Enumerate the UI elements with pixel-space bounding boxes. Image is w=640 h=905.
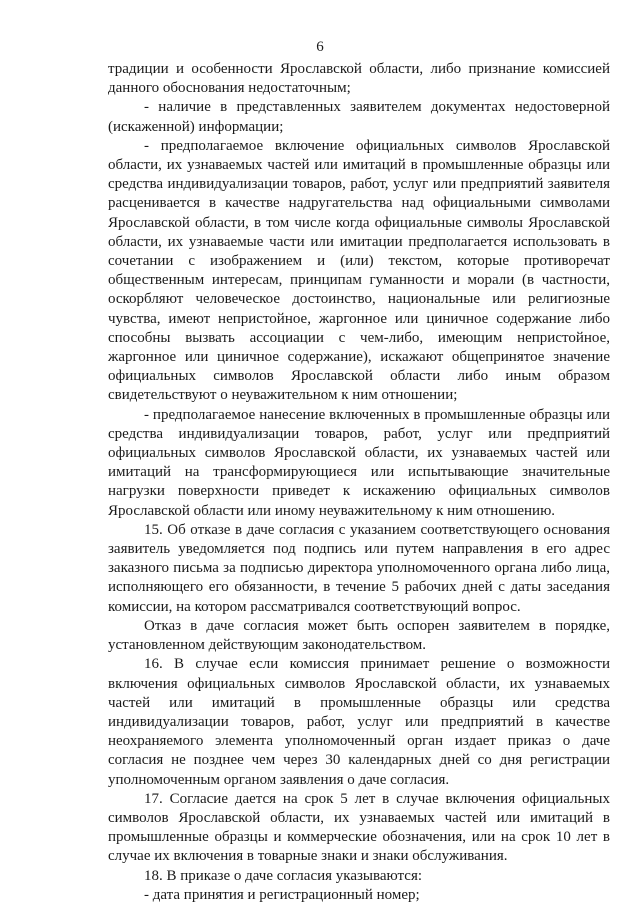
paragraph-17-consent-term: 17. Согласие дается на срок 5 лет в случае включения официальных символов Ярославской области, их узнаваемых частей или имитаций в промышленные образцы и коммерческие обозначения, или на срок 10 лет в случае их включения в товарные знаки и знаки обслуживания. [108, 790, 610, 865]
paragraph-continuation: традиции и особенности Ярославской области, либо признание комиссией данного обоснования недостаточным; [108, 61, 610, 97]
document-body [108, 60, 610, 905]
paragraph-deforming-surfaces: - предполагаемое нанесение включенных в промышленные образцы или средства индивидуализации товаров, работ, услуг или предприятий официальных символов Ярославской области, их узнаваемых частей или имитаций на трансформирующиеся или испытывающие значительные нагрузки поверхности приведет к искажению официальных символов Ярославской области или иному неуважительному к ним отношению. [108, 406, 610, 519]
paragraph-18-order-contents: 18. В приказе о даче согласия указываются: [144, 867, 423, 884]
paragraph-15-refusal-notice: 15. Об отказе в даче согласия с указанием соответствующего основания заявитель уведомляется под подпись или путем направления в его адрес заказного письма за подписью директора уполномоченного органа либо лица, исполняющего его обязанности, в течение 5 рабочих дней с даты заседания комиссии, на котором рассматривался соответствующий вопрос. [108, 521, 610, 615]
page-number: 6 [316, 39, 324, 55]
paragraph-16-consent-order: 16. В случае если комиссия принимает решение о возможности включения официальных символов Ярославской области, их узнаваемых частей или имитаций в промышленные образцы или средства индивидуализации товаров, работ, услуг или предприятий в качестве неохраняемого элемента уполномоченный орган издает приказ о даче согласия не позднее чем через 30 календарных дней со дня регистрации уполномоченным органом заявления о даче согласия. [108, 656, 610, 788]
paragraph-desecration: - предполагаемое включение официальных символов Ярославской области, их узнаваемых частей или имитаций в промышленные образцы или средства индивидуализации товаров, работ, услуг или предприятий заявителя расценивается в качестве надругательства над официальными символами Ярославской области, в том числе когда официальные символы Ярославской области, их узнаваемые части или имитации предполагается использовать в сочетании с изображением и (или) текстом, которые противоречат общественным интересам, принципам гуманности и морали (в частности, оскорбляют человеческое достоинство, национальные или религиозные чувства, имеют непристойное, жаргонное или циничное содержание либо способны вызвать ассоциации с чем-либо, имеющим непристойное, жаргонное или циничное содержание), искажают общепринятое значение официальных символов Ярославской области либо иным образом свидетельствуют о неуважительном к ним отношении; [108, 137, 610, 404]
paragraph-refusal-appeal: Отказ в даче согласия может быть оспорен заявителем в порядке, установленном действующим законодательством. [108, 617, 610, 654]
paragraph-date-and-number: - дата принятия и регистрационный номер; [144, 886, 420, 903]
paragraph-unreliable-info: - наличие в представленных заявителем документах недостоверной (искаженной) информации; [108, 99, 610, 135]
